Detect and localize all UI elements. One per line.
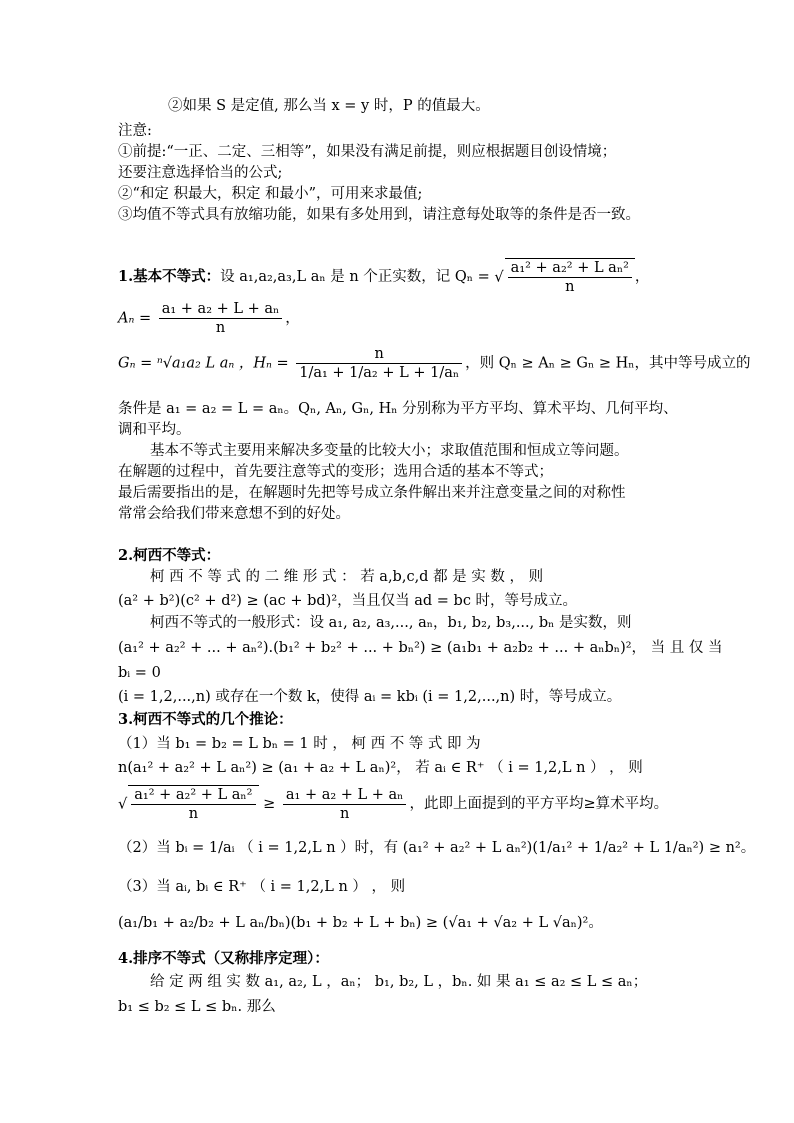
formula-line	[118, 345, 751, 382]
text-line: b₁ ≤ b₂ ≤ L ≤ bₙ. 那么	[118, 999, 276, 1015]
text-line: ①前提:“一正、二定、三相等”，如果没有满足前提，则应根据题目创设情境；	[118, 144, 617, 160]
text-line: 柯 西 不 等 式 的 二 维 形 式 ： 若 a,b,c,d 都 是 实 数 ， 则	[150, 569, 544, 585]
text-line: bᵢ = 0	[118, 665, 161, 681]
formula-line	[118, 785, 668, 823]
fraction-denominator: n	[339, 805, 350, 822]
text-line: (i = 1,2,...,n) 或存在一个数 k，使得 aᵢ = kbᵢ (i = 1,2,...,n) 时，等号成立。	[118, 689, 622, 705]
text-span: 设 a₁,a₂,a₃,L aₙ 是 n 个正实数，记 Qₙ =	[220, 269, 490, 285]
sqrt-expression: √ $\frac{\text{a₁² + a₂² + L aₙ²}}{n}$	[494, 258, 635, 296]
fraction-denominator: n	[188, 806, 199, 822]
text-line: 条件是 a₁ = a₂ = L = aₙ。Qₙ, Aₙ, Gₙ, Hₙ 分别称为平方平均、算术平均、几何平均、	[118, 401, 678, 417]
text-span: Aₙ =	[118, 310, 152, 327]
section-1-heading: 1.基本不等式：	[118, 268, 221, 285]
fraction-denominator: 1/a₁ + 1/a₂ + L + 1/aₙ	[299, 365, 460, 381]
formula-line: Aₙ = $\frac{\text{a₁ + a₂ + L + aₙ}}{n}$ ，	[118, 301, 300, 336]
text-line: 调和平均。	[118, 422, 191, 438]
text-line: 在解题的过程中，首先要注意等式的变形；选用合适的基本不等式；	[118, 464, 553, 480]
fraction-numerator: a₁ + a₂ + L + aₙ	[159, 300, 283, 319]
section-2-heading: 2.柯西不等式：	[118, 547, 221, 564]
fraction-numerator: n	[296, 345, 462, 364]
note-heading: 注意:	[118, 123, 152, 139]
section-1-line: 1.基本不等式：设 a₁,a₂,a₃,L aₙ 是 n 个正实数，记 Qₙ = √ $\frac{\text{a₁² + a₂² + L aₙ²}}{n}$ ，	[118, 260, 650, 295]
text-span: Gₙ = ⁿ√a₁a₂ L aₙ ，Hₙ =	[118, 355, 289, 372]
fraction	[283, 786, 407, 823]
text-line: ②如果 S 是定值, 那么当 x = y 时，P 的值最大。	[168, 98, 490, 114]
text-line: （2）当 bᵢ = 1/aᵢ （ i = 1,2,L n ）时，有 (a₁² + a₂² + L aₙ²)(1/a₁² + 1/a₂² + L 1/aₙ²) ≥ n²。	[118, 840, 756, 856]
text-span: ≥	[263, 796, 276, 812]
text-span: ，则 Qₙ ≥ Aₙ ≥ Gₙ ≥ Hₙ，其中等号成立的	[465, 355, 751, 372]
text-span: ，此即上面提到的平方平均≥算术平均。	[409, 796, 669, 812]
fraction-denominator: n	[215, 320, 226, 336]
text-line: 常常会给我们带来意想不到的好处。	[118, 506, 350, 522]
text-line: (a₁² + a₂² + ... + aₙ²).(b₁² + b₂² + ... + bₙ²) ≥ (a₁b₁ + a₂b₂ + ... + aₙbₙ)²， 当 且 仅 当	[118, 640, 723, 656]
text-line: 还要注意选择恰当的公式;	[118, 165, 283, 181]
text-line: n(a₁² + a₂² + L aₙ²) ≥ (a₁ + a₂ + L aₙ)²， 若 aᵢ ∈ R⁺ （ i = 1,2,L n ） ， 则	[118, 760, 643, 776]
text-line: ②“和定 积最大，积定 和最小”，可用来求最值;	[118, 186, 423, 202]
fraction-numerator: a₁² + a₂² + L aₙ²	[131, 786, 255, 805]
sqrt-expression: √ $\frac{\text{a₁² + a₂² + L aₙ²}}{n}$	[118, 785, 259, 823]
text-line: 给 定 两 组 实 数 a₁, a₂, L ，aₙ； b₁, b₂, L ，bₙ. 如 果 a₁ ≤ a₂ ≤ L ≤ aₙ；	[150, 974, 648, 990]
fraction-numerator: a₁ + a₂ + L + aₙ	[283, 786, 407, 805]
text-line: 柯西不等式的一般形式：设 a₁, a₂, a₃,..., aₙ，b₁, b₂, b₃,..., bₙ 是实数，则	[150, 615, 632, 631]
section-4-heading: 4.排序不等式（又称排序定理）：	[118, 950, 329, 967]
fraction-denominator: n	[565, 279, 575, 295]
fraction-numerator: a₁² + a₂² + L aₙ²	[508, 259, 632, 278]
text-line: ③均值不等式具有放缩功能，如果有多处用到，请注意每处取等的条件是否一致。	[118, 207, 640, 223]
text-line: (a² + b²)(c² + d²) ≥ (ac + bd)²，当且仅当 ad = bc 时，等号成立。	[118, 593, 578, 609]
fraction	[159, 300, 283, 337]
text-line: 基本不等式主要用来解决多变量的比较大小；求取值范围和恒成立等问题。	[150, 443, 629, 459]
fraction	[296, 345, 462, 382]
text-line: (a₁/b₁ + a₂/b₂ + L aₙ/bₙ)(b₁ + b₂ + L + bₙ) ≥ (√a₁ + √a₂ + L √aₙ)²。	[118, 915, 603, 931]
text-line: 最后需要指出的是，在解题时先把等号成立条件解出来并注意变量之间的对称性	[118, 485, 626, 501]
section-3-heading: 3.柯西不等式的几个推论：	[118, 711, 293, 728]
text-line: （3）当 aᵢ, bᵢ ∈ R⁺ （ i = 1,2,L n ） ， 则	[118, 879, 406, 895]
text-line: （1）当 b₁ = b₂ = L bₙ = 1 时 ， 柯 西 不 等 式 即 为	[118, 736, 481, 752]
